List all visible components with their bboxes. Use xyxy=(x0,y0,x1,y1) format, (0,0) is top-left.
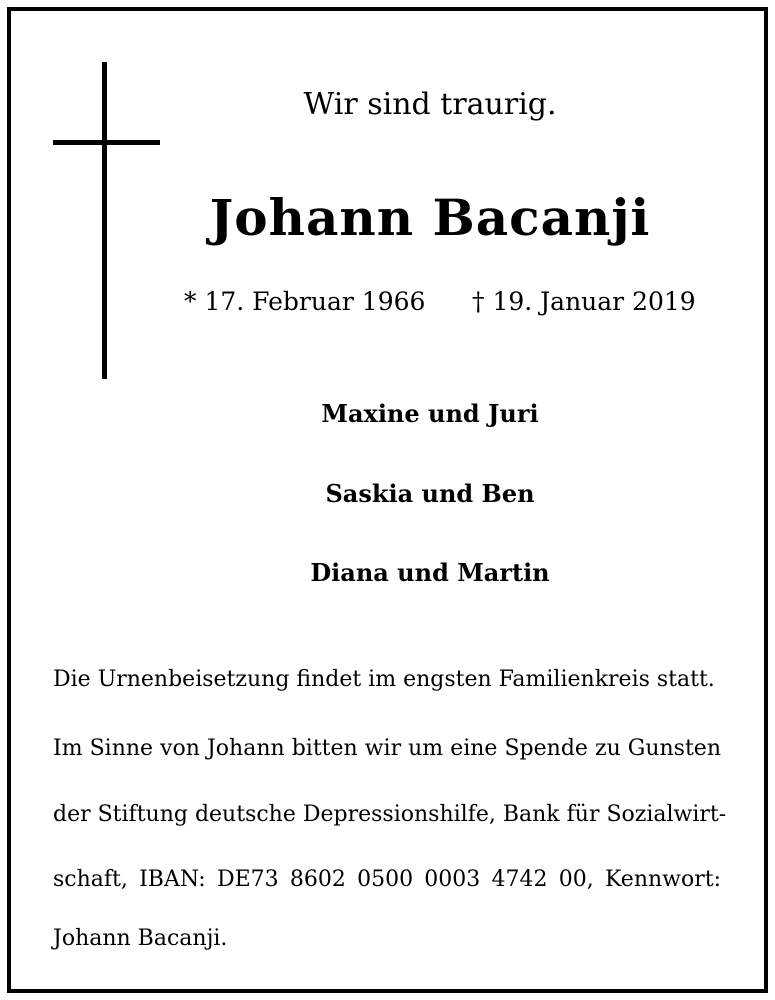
cross-horizontal-bar xyxy=(53,140,160,145)
intro-text: Wir sind traurig. xyxy=(303,87,557,122)
family-line: Diana und Martin xyxy=(310,558,550,587)
donation-line: Johann Bacanji. xyxy=(53,926,228,951)
family-line: Saskia und Ben xyxy=(325,479,535,508)
donation-line: Im Sinne von Johann bitten wir um eine Spende zu Gunsten xyxy=(53,736,721,761)
donation-line: der Stiftung deutsche Depressionshilfe, Bank für Sozialwirt- xyxy=(53,802,727,827)
death-date: † 19. Januar 2019 xyxy=(472,287,696,316)
family-line: Maxine und Juri xyxy=(321,399,539,428)
birth-date: * 17. Februar 1966 xyxy=(184,287,426,316)
deceased-name: Johann Bacanji xyxy=(209,188,651,247)
cross-vertical-bar xyxy=(102,62,107,379)
burial-notice: Die Urnenbeisetzung findet im engsten Familienkreis statt. xyxy=(53,667,715,692)
donation-line: schaft, IBAN: DE73 8602 0500 0003 4742 00, Kennwort: xyxy=(53,867,721,892)
